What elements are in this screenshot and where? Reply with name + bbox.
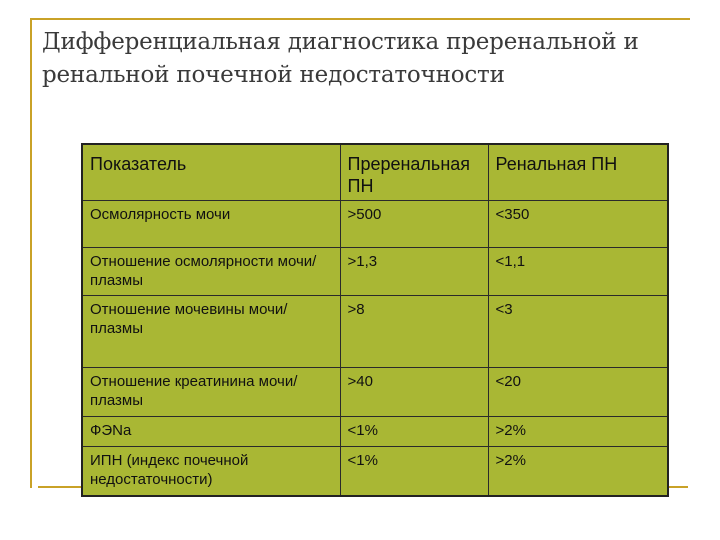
row-indicator: ИПН (индекс почечной недостаточности) — [82, 446, 340, 496]
row-indicator: ФЭNa — [82, 416, 340, 446]
header-renal: Ренальная ПН — [488, 144, 668, 200]
frame-top-line — [30, 18, 690, 20]
row-prerenal-value: >8 — [340, 295, 488, 367]
diagnosis-table — [81, 143, 669, 497]
row-renal-value: <350 — [488, 200, 668, 247]
table-row — [82, 446, 668, 496]
header-prerenal: Преренальная ПН — [340, 144, 488, 200]
frame-left-line — [30, 18, 32, 488]
table-row — [82, 200, 668, 247]
row-prerenal-value: >40 — [340, 367, 488, 416]
row-indicator: Отношение осмолярности мочи/плазмы — [82, 247, 340, 295]
row-prerenal-value: <1% — [340, 416, 488, 446]
row-prerenal-value: >1,3 — [340, 247, 488, 295]
row-indicator: Осмолярность мочи — [82, 200, 340, 247]
table-header-row — [82, 144, 668, 200]
row-indicator: Отношение креатинина мочи/плазмы — [82, 367, 340, 416]
row-prerenal-value: >500 — [340, 200, 488, 247]
table-row — [82, 367, 668, 416]
header-indicator: Показатель — [82, 144, 340, 200]
table-row — [82, 247, 668, 295]
row-renal-value: <1,1 — [488, 247, 668, 295]
table-row — [82, 295, 668, 367]
table-row — [82, 416, 668, 446]
row-renal-value: <20 — [488, 367, 668, 416]
row-prerenal-value: <1% — [340, 446, 488, 496]
row-indicator: Отношение мочевины мочи/плазмы — [82, 295, 340, 367]
row-renal-value: >2% — [488, 416, 668, 446]
row-renal-value: >2% — [488, 446, 668, 496]
page-title: Дифференциальная диагностика преренальной и ренальной почечной недостаточности — [42, 29, 639, 88]
row-renal-value: <3 — [488, 295, 668, 367]
